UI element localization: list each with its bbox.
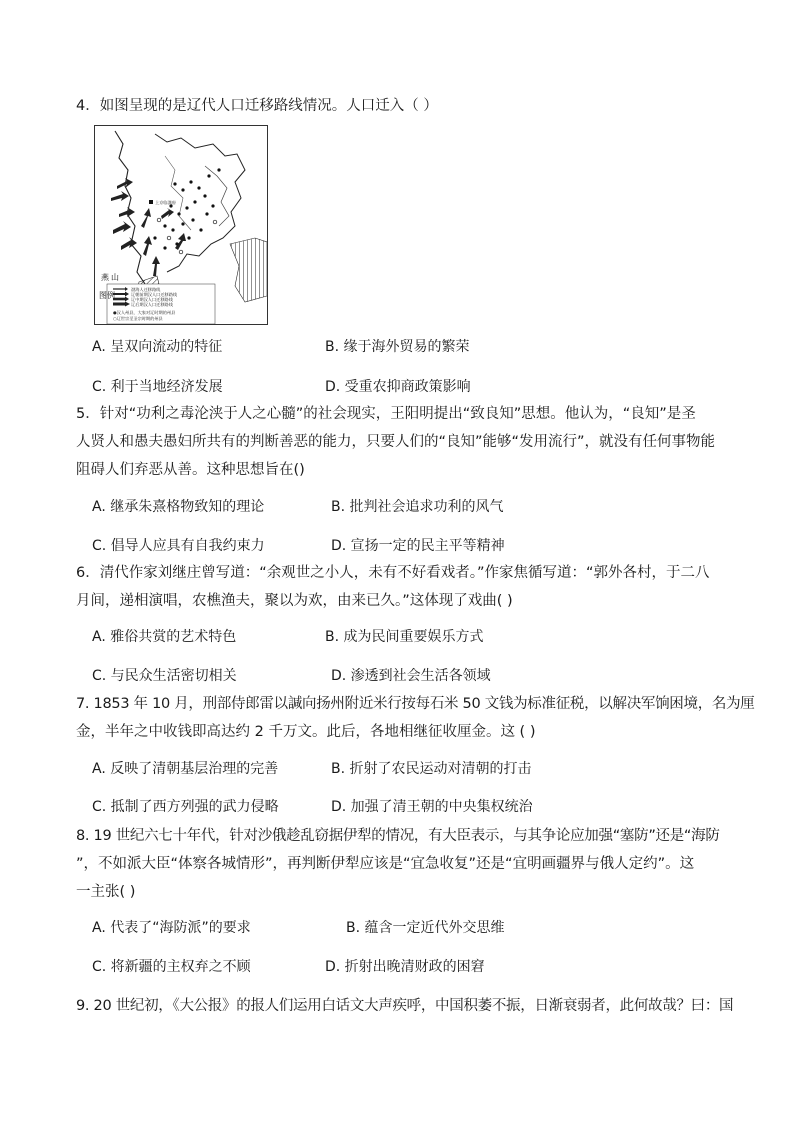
- q5-option-b[interactable]: B. 批判社会追求功利的风气: [331, 499, 504, 515]
- q5-option-c[interactable]: C. 倡导人应具有自我约束力: [92, 538, 265, 554]
- q6-option-b[interactable]: B. 成为民间重要娱乐方式: [325, 629, 484, 645]
- legend-item-1: 渤海人迁移路线: [131, 287, 161, 292]
- map-label-capital: 上京临潢府: [155, 200, 176, 205]
- q8-option-d[interactable]: D. 折射出晚清财政的困窘: [325, 959, 485, 975]
- question-8-line-2: ”，不如派大臣“体察各城情形”，再判断伊犁应该是“宜急收复”还是“宜明画疆界与俄人定约”。这: [76, 856, 695, 872]
- question-8-line-1: 8. 19 世纪六七十年代，针对沙俄趁乱窃据伊犁的情况，有大臣表示，与其争论应加强“塞防”还是“海防: [76, 828, 720, 844]
- q7-option-d[interactable]: D. 加强了清王朝的中央集权统治: [331, 799, 533, 815]
- legend-item-2: 辽朝前期汉人口迁移路线: [131, 292, 178, 297]
- q8-option-b[interactable]: B. 蕴含一定近代外交思维: [346, 920, 505, 936]
- q6-option-c[interactable]: C. 与民众生活密切相关: [92, 668, 237, 684]
- q4-option-a[interactable]: A. 呈双向流动的特征: [92, 339, 223, 355]
- question-7-line-2: 金，半年之中收钱即高达约 2 千万文。此后，各地相继征收厘金。这 ( ): [76, 724, 536, 740]
- legend-item-6: ●汉人州县，大家对辽时期的州县: [113, 310, 176, 315]
- question-4-stem: 4．如图呈现的是辽代人口迁移路线情况。人口迁入（ ）: [76, 98, 438, 114]
- liao-migration-map: [94, 125, 268, 325]
- q7-option-c[interactable]: C. 抵制了西方列强的武力侵略: [92, 799, 279, 815]
- legend-item-3: 辽中期汉人口迁移路线: [131, 297, 173, 302]
- q7-option-a[interactable]: A. 反映了清朝基层治理的完善: [92, 761, 279, 777]
- map-label-shan: 山: [111, 273, 119, 282]
- question-5-line-2: 人贤人和愚夫愚妇所共有的判断善恶的能力，只要人们的“良知”能够“发用流行”，就没有任何事物能: [76, 434, 716, 450]
- q4-option-c[interactable]: C. 利于当地经济发展: [92, 379, 223, 395]
- question-5-line-1: 5．针对“功利之毒沦浃于人之心髓”的社会现实，王阳明提出“致良知”思想。他认为，“良知”是圣: [76, 406, 696, 422]
- question-8-line-3: 一主张( ): [76, 884, 136, 900]
- q4-option-b[interactable]: B. 缘于海外贸易的繁荣: [325, 339, 470, 355]
- q6-option-d[interactable]: D. 渗透到社会生活各领域: [331, 668, 491, 684]
- q5-option-d[interactable]: D. 宣扬一定的民主平等精神: [331, 538, 505, 554]
- legend-item-7: ○辽世宗至圣宗时期的州县: [113, 316, 163, 321]
- question-6-line-1: 6．清代作家刘继庄曾写道：“余观世之小人，未有不好看戏者。”作家焦循写道：“郭外各村，于二八: [76, 565, 710, 581]
- map-label-yan: 燕: [101, 273, 109, 282]
- legend-side-label: 图例: [99, 291, 115, 300]
- q8-option-a[interactable]: A. 代表了“海防派”的要求: [92, 920, 251, 936]
- map-legend: [99, 284, 215, 324]
- question-7-line-1: 7. 1853 年 10 月，刑部侍郎雷以諴向扬州附近米行按每石米 50 文钱为标准征税，以解决军饷困境，名为厘: [76, 696, 755, 712]
- question-9-line-1: 9. 20 世纪初，《大公报》的报人们运用白话文大声疾呼，中国积萎不振，日渐衰弱者，此何故哉？曰：国: [76, 998, 734, 1014]
- legend-item-4: 辽后期汉人口迁移路线: [131, 302, 173, 307]
- q7-option-b[interactable]: B. 折射了农民运动对清朝的打击: [331, 761, 532, 777]
- question-6-line-2: 月间，递相演唱，农樵渔夫，聚以为欢，由来已久。”这体现了戏曲( ): [76, 593, 513, 609]
- q6-option-a[interactable]: A. 雅俗共赏的艺术特色: [92, 629, 237, 645]
- q5-option-a[interactable]: A. 继承朱熹格物致知的理论: [92, 499, 265, 515]
- q4-option-d[interactable]: D. 受重农抑商政策影响: [325, 379, 471, 395]
- question-5-line-3: 阻碍人们弃恶从善。这种思想旨在(): [76, 462, 305, 478]
- q8-option-c[interactable]: C. 将新疆的主权弃之不顾: [92, 959, 251, 975]
